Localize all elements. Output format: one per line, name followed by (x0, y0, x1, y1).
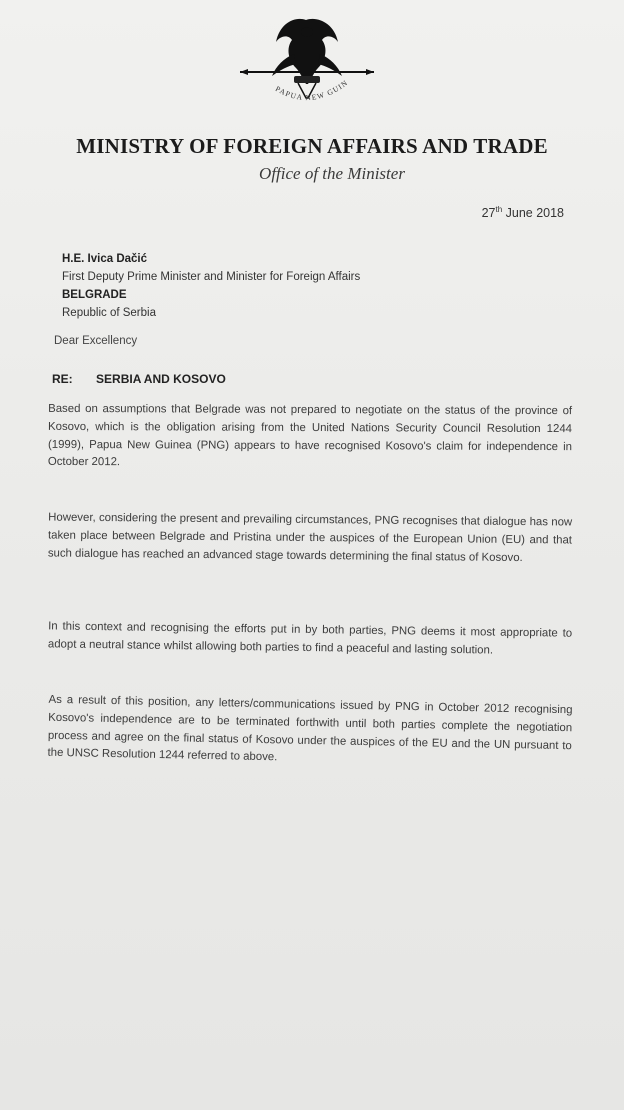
date-rest: June 2018 (502, 206, 564, 221)
salutation: Dear Excellency (54, 335, 138, 347)
subject-text: SERBIA AND KOSOVO (96, 372, 226, 386)
addressee-city: BELGRADE (62, 289, 127, 301)
ministry-heading: MINISTRY OF FOREIGN AFFAIRS AND TRADE (76, 134, 548, 158)
addressee-name: H.E. Ivica Dačić (62, 253, 148, 265)
addressee-title: First Deputy Prime Minister and Minister for Foreign Affairs (62, 271, 361, 283)
date-day: 27 (481, 206, 496, 221)
addressee-block (62, 250, 360, 322)
png-emblem (236, 14, 378, 114)
subject-label: RE: (52, 372, 73, 386)
body-paragraph-2: However, considering the present and prevailing circumstances, PNG recognises that dialogue has now taken place between Belgrade and Pristina under the auspices of the European Union (EU) and that such dialogue has reached an advanced stage towards determining the final status of Kosovo. (47, 511, 573, 564)
body-paragraph-4: As a result of this position, any letters/communications issued by PNG in October 2012 recognising Kosovo's independence are to be terminated forthwith until both parties complete the negotiation process and agree on the final status of Kosovo under the auspices of the EU and the UN pursuant to the UNSC Resolution 1244 referred to above. (47, 693, 573, 764)
letter-date (482, 205, 564, 220)
addressee-country: Republic of Serbia (62, 307, 156, 319)
emblem-text: PAPUA NEW GUIN (273, 77, 350, 103)
office-subheading: Office of the Minister (259, 164, 405, 183)
body-paragraph-1: Based on assumptions that Belgrade was not prepared to negotiate on the status of the province of Kosovo, which is the obligation arising from the United Nations Security Council Resolution 1244 (1999), Papua New Guinea (PNG) appears to have recognised Kosovo's claim for independence in October 2012. (47, 402, 573, 469)
subject-line (52, 372, 226, 386)
body-paragraph-3: In this context and recognising the efforts put in by both parties, PNG deems it most appropriate to adopt a neutral stance whilst allowing both parties to find a peaceful and lasting solution. (47, 620, 573, 657)
date-suffix: th (495, 205, 503, 214)
